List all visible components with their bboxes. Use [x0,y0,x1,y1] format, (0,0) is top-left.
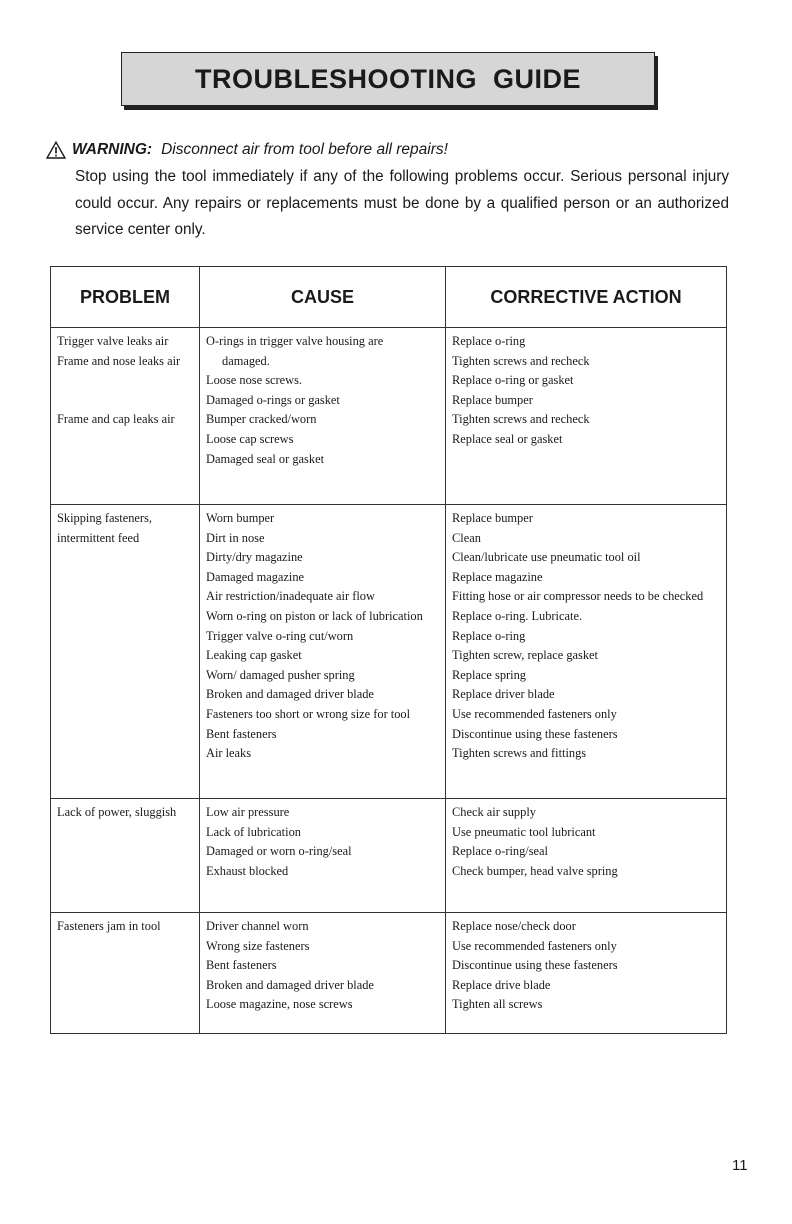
problem-text: Trigger valve leaks air [57,334,169,348]
action-text: Replace spring [452,667,526,682]
action-text: Replace seal or gasket [452,431,563,446]
cause-text: Broken and damaged driver blade [206,687,374,702]
cause-text: Wrong size fasteners [206,938,310,953]
cause-cell [200,799,446,913]
header-corrective-action: CORRECTIVE ACTION [446,267,727,328]
action-text: Replace o-ring or gasket [452,373,574,388]
cause-text: Worn bumper [206,511,275,525]
cause-text: damaged. [222,353,270,368]
table-row [51,505,727,799]
cause-text: Lack of lubrication [206,824,301,839]
action-text: Use recommended fasteners only [452,938,617,953]
cause-text: Loose nose screws. [206,373,303,388]
action-text: Replace drive blade [452,977,551,992]
action-text: Tighten screw, replace gasket [452,648,599,663]
problem-spacer [57,391,193,411]
action-cell [446,505,727,799]
problem-cell [51,799,200,913]
action-text: Check air supply [452,805,536,819]
action-text: Clean [452,530,481,545]
title-box [121,52,655,106]
cause-text: Exhaust blocked [206,863,289,878]
cause-text: O-rings in trigger valve housing are [206,334,384,348]
cause-cell [200,505,446,799]
problem-text: Fasteners jam in tool [57,919,161,933]
cause-cell [200,913,446,1034]
cause-text: Trigger valve o-ring cut/worn [206,628,354,643]
cause-cell [200,328,446,505]
action-text: Replace o-ring/seal [452,844,548,859]
warning-triangle-icon [46,141,66,159]
header-cause: CAUSE [200,267,446,328]
action-text: Replace nose/check door [452,919,576,933]
problem-spacer [57,371,193,391]
action-text: Replace driver blade [452,687,555,702]
action-text: Tighten screws and recheck [452,353,590,368]
action-text: Use pneumatic tool lubricant [452,824,596,839]
problem-cell [51,505,200,799]
cause-text: Broken and damaged driver blade [206,977,374,992]
action-text: Fitting hose or air compressor needs to be checked [452,589,704,604]
table-row [51,328,727,505]
problem-text: intermittent feed [57,530,140,545]
cause-text: Air leaks [206,746,252,761]
cause-text: Damaged o-rings or gasket [206,392,340,407]
cause-text: Bumper cracked/worn [206,412,317,427]
problem-text: Lack of power, sluggish [57,805,177,819]
cause-text: Damaged or worn o-ring/seal [206,844,352,859]
page-number: 11 [732,1157,748,1174]
action-text: Discontinue using these fasteners [452,726,618,741]
problem-cell [51,328,200,505]
action-cell [446,328,727,505]
problem-text: Skipping fasteners, [57,511,152,525]
warning-label: WARNING: [72,141,153,158]
action-text: Use recommended fasteners only [452,706,617,721]
warning-body: Stop using the tool immediately if any of the following problems occur. Serious personal injury could occur. Any repairs or replacements must be done by a qualified person or an authorized service center only. [75,168,729,238]
cause-text: Bent fasteners [206,958,277,973]
cause-text: Dirty/dry magazine [206,550,303,565]
table-header-row [51,267,727,328]
action-text: Replace o-ring [452,334,526,348]
action-text: Tighten screws and recheck [452,412,590,427]
cause-text: Fasteners too short or wrong size for tool [206,706,411,721]
action-text: Replace bumper [452,511,533,525]
problem-cell [51,913,200,1034]
page-title: TROUBLESHOOTING GUIDE [194,63,581,94]
cause-text: Loose cap screws [206,431,294,446]
warning-line [46,140,448,160]
action-cell [446,913,727,1034]
troubleshooting-table [50,266,727,1034]
action-text: Replace bumper [452,392,533,407]
cause-text: Air restriction/inadequate air flow [206,589,375,604]
cause-text: Low air pressure [206,805,290,819]
action-text: Tighten all screws [452,997,543,1012]
action-text: Tighten screws and fittings [452,746,587,761]
problem-text: Frame and cap leaks air [57,412,175,427]
table-row [51,799,727,913]
cause-text: Worn o-ring on piston or lack of lubrication [206,608,423,623]
cause-text: Leaking cap gasket [206,648,302,663]
action-text: Replace o-ring. Lubricate. [452,608,583,623]
cause-text: Damaged magazine [206,569,305,584]
action-text: Replace magazine [452,569,543,584]
action-text: Check bumper, head valve spring [452,863,618,878]
action-text: Clean/lubricate use pneumatic tool oil [452,550,641,565]
cause-text: Worn/ damaged pusher spring [206,667,355,682]
cause-text: Damaged seal or gasket [206,451,325,466]
action-text: Discontinue using these fasteners [452,958,618,973]
action-cell [446,799,727,913]
cause-text: Loose magazine, nose screws [206,997,353,1012]
warning-message: Disconnect air from tool before all repairs! [161,141,448,158]
action-text: Replace o-ring [452,628,526,643]
header-problem: PROBLEM [51,267,200,328]
problem-text: Frame and nose leaks air [57,353,181,368]
cause-text: Dirt in nose [206,530,265,545]
cause-text: Driver channel worn [206,919,309,933]
table-row [51,913,727,1034]
cause-text: Bent fasteners [206,726,277,741]
